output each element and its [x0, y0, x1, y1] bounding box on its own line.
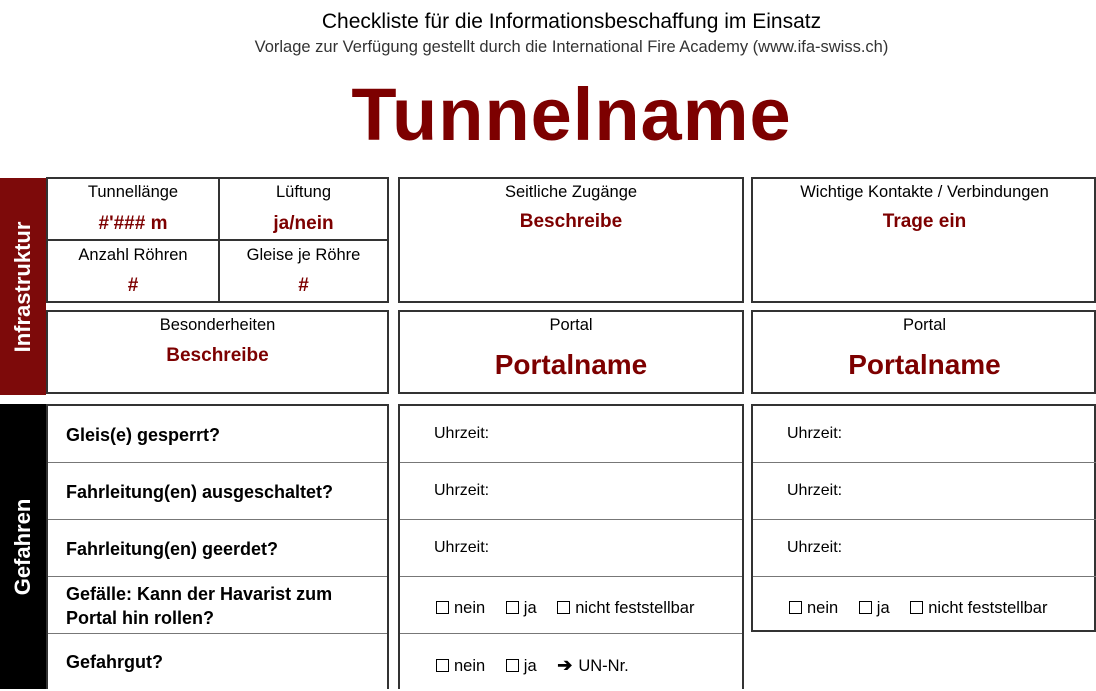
time-label: Uhrzeit: [787, 482, 843, 499]
ventilation-value[interactable]: ja/nein [273, 213, 334, 234]
checkbox-yes[interactable]: ja [506, 599, 537, 617]
portal-box-1 [398, 310, 744, 394]
gradient-options [789, 599, 1047, 618]
table-row [400, 520, 742, 577]
portal-name[interactable]: Portalname [494, 349, 648, 380]
specials-value[interactable]: Beschreibe [166, 345, 269, 366]
question-gradient: Gefälle: Kann der Havarist zum Portal hin rollen? [66, 584, 333, 628]
checkbox-yes[interactable]: ja [859, 599, 890, 617]
checkbox-yes[interactable]: ja [506, 657, 537, 675]
table-row [48, 463, 387, 520]
hazards-section-bar [0, 404, 46, 689]
tunnel-length-value[interactable]: #'### m [98, 213, 168, 234]
side-access-value[interactable]: Beschreibe [519, 211, 623, 232]
divider [48, 239, 387, 241]
dangerous-goods-options [436, 655, 629, 676]
table-row [753, 520, 1096, 577]
table-row [48, 406, 387, 463]
table-row [400, 577, 742, 634]
hazard-portal2-box [751, 404, 1096, 632]
table-row [753, 577, 1096, 630]
table-row [753, 463, 1096, 520]
checkbox-undetermined[interactable]: nicht feststellbar [910, 599, 1047, 617]
portal-name[interactable]: Portalname [848, 349, 1001, 380]
checkbox-no[interactable]: nein [436, 657, 485, 675]
checkbox-undetermined[interactable]: nicht feststellbar [557, 599, 694, 617]
arrow-right-icon: ➔ [557, 655, 573, 675]
time-label: Uhrzeit: [434, 425, 490, 442]
gradient-options [436, 599, 694, 618]
hazard-questions-box [46, 404, 389, 689]
ventilation-label: Lüftung [275, 183, 332, 201]
tunnel-facts-box [46, 177, 389, 303]
time-label: Uhrzeit: [787, 425, 843, 442]
table-row [753, 406, 1096, 463]
side-access-label: Seitliche Zugänge [504, 183, 638, 201]
un-number-field[interactable]: ➔ UN-Nr. [557, 655, 629, 675]
question-dangerous-goods: Gefahrgut? [66, 652, 163, 672]
hazards-section-label: Gefahren [10, 498, 35, 595]
table-row [400, 406, 742, 463]
document-title: Checkliste für die Informationsbeschaffung im Einsatz [321, 10, 822, 33]
portal-box-2 [751, 310, 1096, 394]
specials-label: Besonderheiten [159, 316, 276, 334]
contacts-box [751, 177, 1096, 303]
question-track-closed: Gleis(e) gesperrt? [66, 425, 221, 445]
table-row [48, 634, 387, 691]
infrastructure-section-label: Infrastruktur [10, 221, 35, 352]
question-power-off: Fahrleitung(en) ausgeschaltet? [66, 482, 334, 502]
tracks-per-tube-label: Gleise je Röhre [246, 246, 361, 264]
infrastructure-section-bar [0, 178, 46, 395]
contacts-label: Wichtige Kontakte / Verbindungen [800, 183, 1049, 201]
table-row [400, 634, 742, 691]
time-label: Uhrzeit: [434, 539, 490, 556]
question-grounded: Fahrleitung(en) geerdet? [66, 539, 279, 559]
portal-label: Portal [902, 316, 947, 334]
hazard-portal1-box [398, 404, 744, 689]
tube-count-label: Anzahl Röhren [78, 246, 188, 264]
document-subtitle: Vorlage zur Verfügung gestellt durch die International Fire Academy (www.ifa-swiss.ch) [254, 38, 889, 56]
portal-label: Portal [549, 316, 593, 334]
tunnel-name-heading: Tunnelname [351, 73, 792, 156]
tube-count-value[interactable]: # [127, 275, 139, 296]
table-row [400, 463, 742, 520]
checkbox-no[interactable]: nein [789, 599, 838, 617]
tracks-per-tube-value[interactable]: # [298, 275, 309, 296]
specials-box [46, 310, 389, 394]
checkbox-no[interactable]: nein [436, 599, 485, 617]
table-row [48, 520, 387, 577]
side-access-box [398, 177, 744, 303]
contacts-value[interactable]: Trage ein [882, 211, 967, 232]
table-row [48, 577, 387, 634]
time-label: Uhrzeit: [434, 482, 490, 499]
time-label: Uhrzeit: [787, 539, 843, 556]
tunnel-length-label: Tunnellänge [87, 183, 179, 201]
